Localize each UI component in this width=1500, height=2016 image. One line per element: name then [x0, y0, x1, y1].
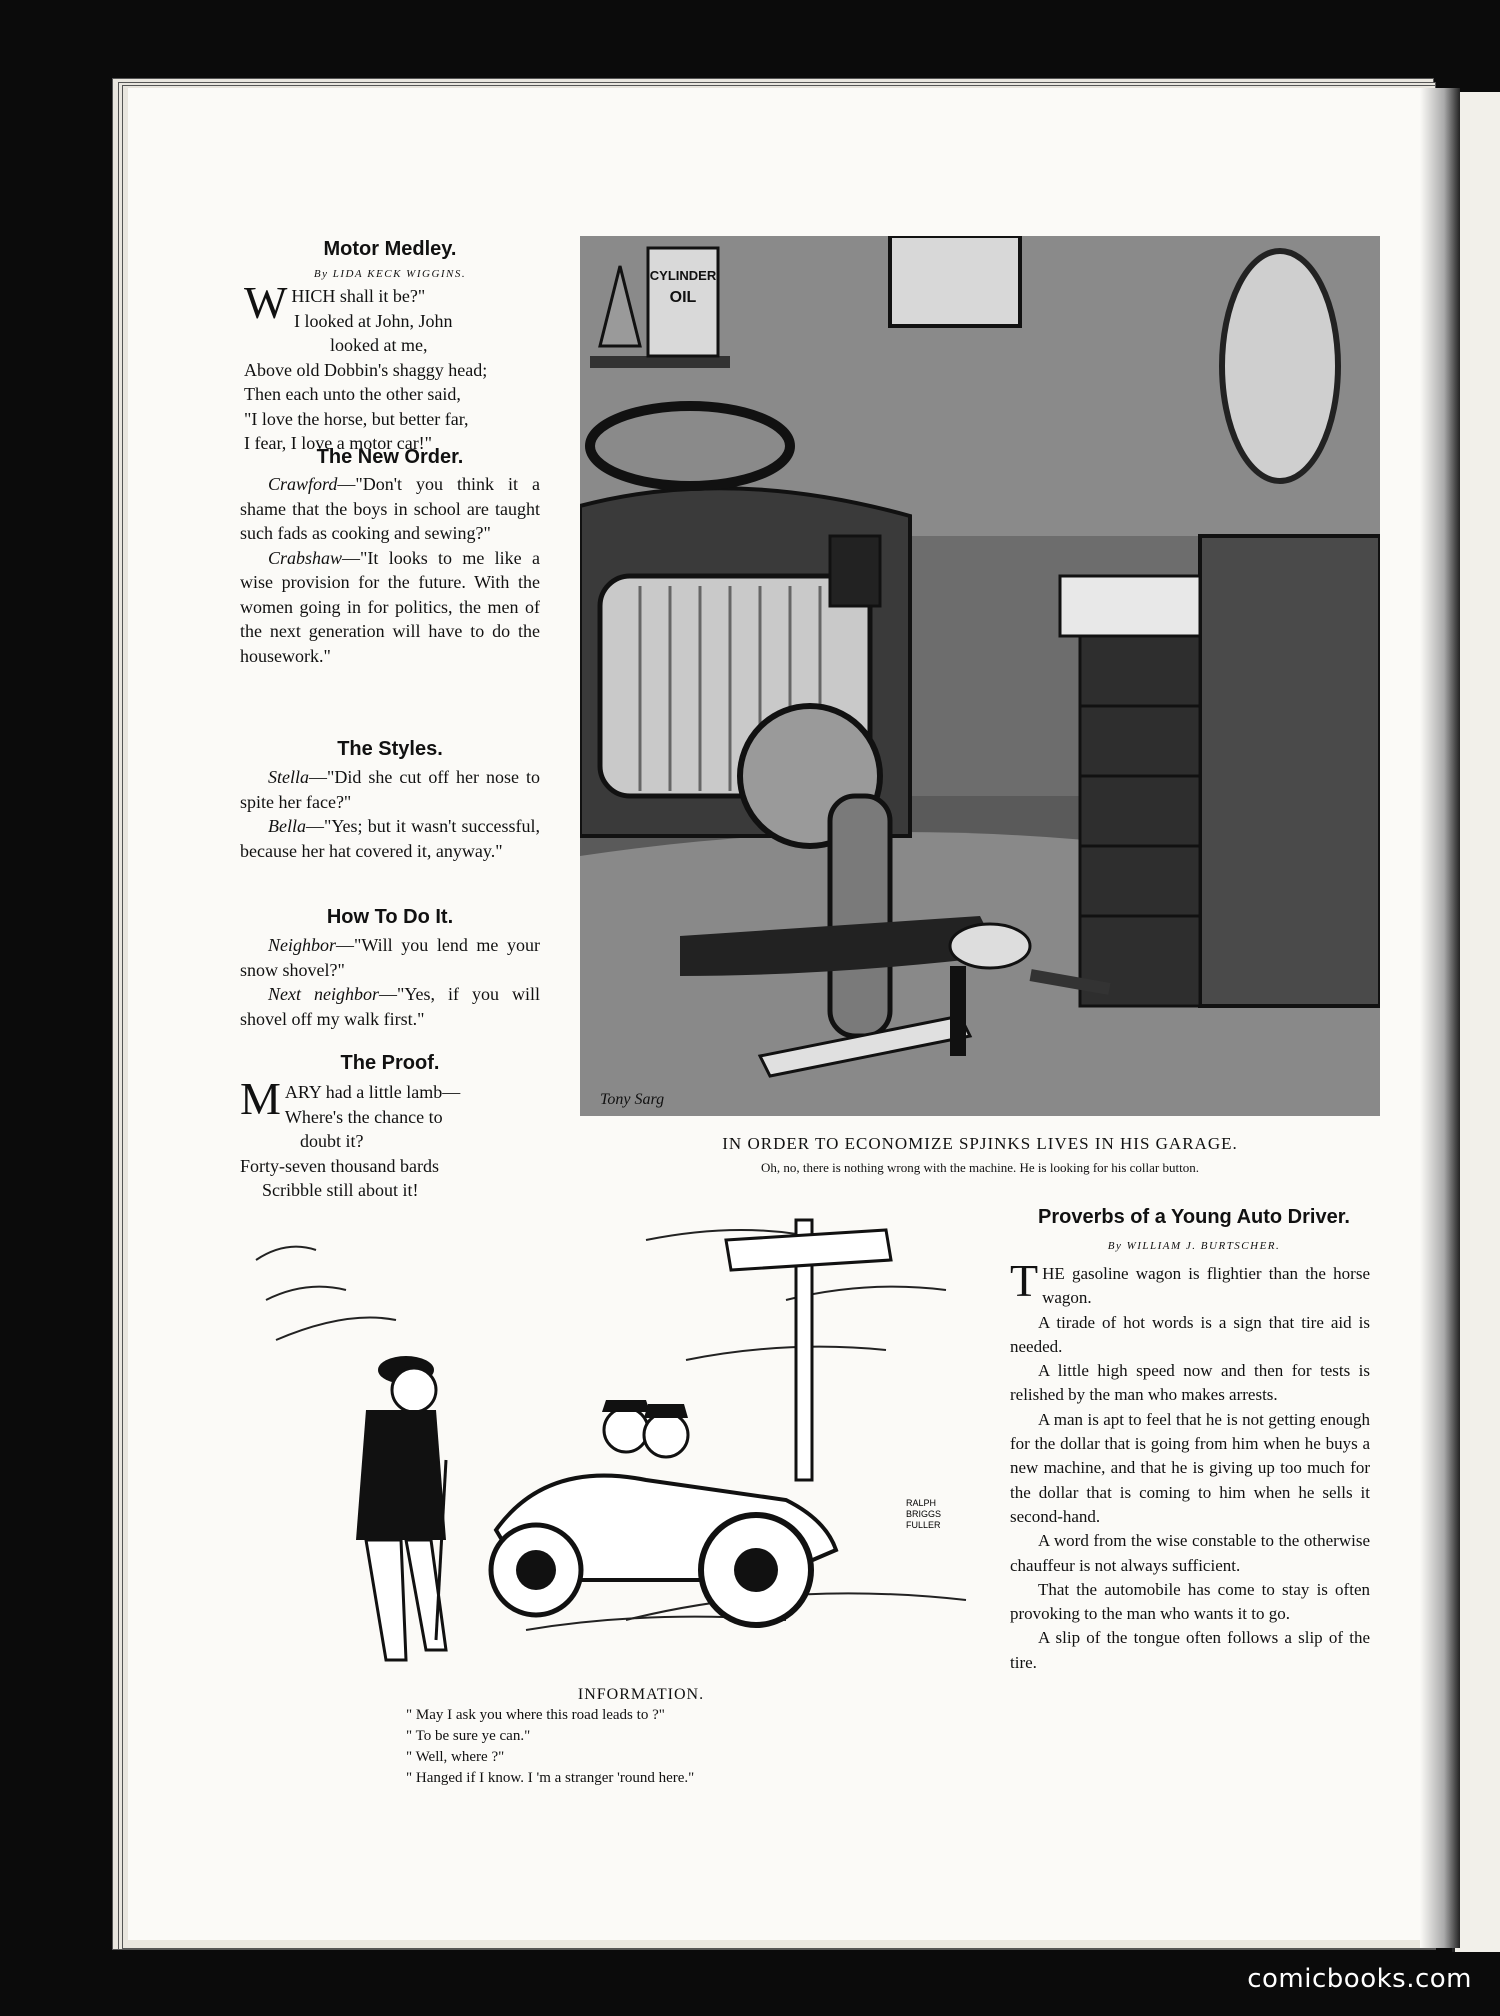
dialogue: —"Did she cut off her nose to spite her face?" — [240, 767, 540, 812]
styles-title: The Styles. — [337, 738, 443, 760]
poem-line: Forty-seven thousand bards — [240, 1155, 439, 1176]
poem-line: I looked at John, John — [294, 310, 453, 331]
dialogue-line: " Hanged if I know. I 'm a stranger 'round here." — [406, 1770, 695, 1786]
poem-line: looked at me, — [330, 335, 428, 355]
page-gutter-shadow — [1420, 88, 1460, 1948]
poem-line: "I love the horse, but better far, — [244, 408, 469, 429]
dialogue: —"Yes, if you will shovel off my walk first." — [240, 984, 540, 1029]
how-to-text — [240, 933, 540, 1031]
information-title: INFORMATION. — [577, 1686, 705, 1703]
dialogue: —"Don't you think it a shame that the boys in school are taught such fads as cooking and sewing?" — [240, 474, 540, 543]
dialogue: —"Will you lend me your snow shovel?" — [240, 935, 540, 980]
garage-caption: IN ORDER TO ECONOMIZE SPJINKS LIVES IN HIS GARAGE. — [722, 1134, 1238, 1153]
poem-line: Above old Dobbin's shaggy head; — [244, 359, 488, 380]
speaker: Next neighbor — [268, 984, 379, 1004]
dialogue: —"It looks to me like a wise provision for the future. With the women going in for politics, the men of the next generation will have to do the housework." — [240, 547, 540, 666]
poem-line: Then each unto the other said, — [244, 384, 461, 404]
dialogue-line: " May I ask you where this road leads to ?" — [406, 1707, 665, 1723]
poem-line: Scribble still about it! — [262, 1180, 419, 1200]
information-cartoon — [226, 1200, 986, 1670]
motor-medley-title: Motor Medley. — [323, 238, 457, 260]
proof-poem — [240, 1073, 540, 1203]
proverb: A man is apt to feel that he is not getting enough for the dollar that is going from him when he buys a new machine, and that he is giving up too much for the dollar that is coming to him when he sells it second-hand. — [1010, 1409, 1370, 1526]
proverbs-title: Proverbs of a Young Auto Driver. — [1038, 1206, 1350, 1228]
cylinder-label: CYLINDER — [649, 268, 717, 283]
speaker: Crawford — [268, 474, 338, 494]
motor-medley-byline: By LIDA KECK WIGGINS. — [313, 268, 467, 280]
dropcap-t: T — [1010, 1255, 1039, 1306]
oil-label: OIL — [669, 289, 697, 306]
speaker: Bella — [268, 816, 306, 836]
proverbs-text — [1010, 1255, 1370, 1675]
dialogue-line: " To be sure ye can." — [406, 1728, 531, 1744]
garage-cartoon — [580, 236, 1380, 1116]
how-to-title: How To Do It. — [326, 906, 454, 928]
motor-medley-poem — [244, 277, 544, 456]
styles-text — [240, 765, 540, 863]
garage-subcaption: Oh, no, there is nothing wrong with the machine. He is looking for his collar button. — [761, 1160, 1199, 1175]
new-order-text — [240, 472, 540, 668]
site-watermark: comicbooks.com — [1247, 1964, 1472, 1994]
speaker: Crabshaw — [268, 547, 343, 568]
poem-line: ARY had a little lamb— — [284, 1082, 461, 1102]
dropcap-m: M — [240, 1073, 281, 1124]
proof-title: The Proof. — [340, 1052, 440, 1074]
poem-line: doubt it? — [300, 1131, 364, 1151]
new-order-title: The New Order. — [316, 446, 464, 468]
information-caption — [406, 1684, 876, 1789]
poem-line: HICH shall it be?" — [291, 286, 426, 306]
poem-line: I fear, I love a motor car!" — [244, 433, 433, 453]
proverb: That the automobile has come to stay is often provoking to the man who wants it to go. — [1010, 1579, 1370, 1624]
proverb: A word from the wise constable to the otherwise chauffeur is not always sufficient. — [1010, 1531, 1370, 1575]
speaker: Neighbor — [268, 935, 337, 955]
signature-line: RALPH — [906, 1498, 937, 1508]
poem-line: Where's the chance to — [284, 1106, 443, 1127]
proverb: A little high speed now and then for tests is relished by the man who makes arrests. — [1010, 1361, 1370, 1405]
dialogue: —"Yes; but it wasn't successful, because her hat covered it, anyway." — [240, 816, 540, 861]
proverb: A tirade of hot words is a sign that tire aid is needed. — [1010, 1312, 1370, 1356]
artist-signature: Tony Sarg — [600, 1091, 665, 1108]
speaker: Stella — [268, 767, 309, 787]
proverbs-byline: By WILLIAM J. BURTSCHER. — [1107, 1240, 1281, 1252]
proverb: A slip of the tongue often follows a slip of the tire. — [1010, 1628, 1370, 1672]
signature-line: FULLER — [906, 1520, 941, 1530]
dropcap-w: W — [244, 277, 288, 328]
proverb: HE gasoline wagon is flightier than the horse wagon. — [1042, 1264, 1370, 1308]
signature-line: BRIGGS — [906, 1509, 942, 1519]
dialogue-line: " Well, where ?" — [406, 1749, 505, 1765]
